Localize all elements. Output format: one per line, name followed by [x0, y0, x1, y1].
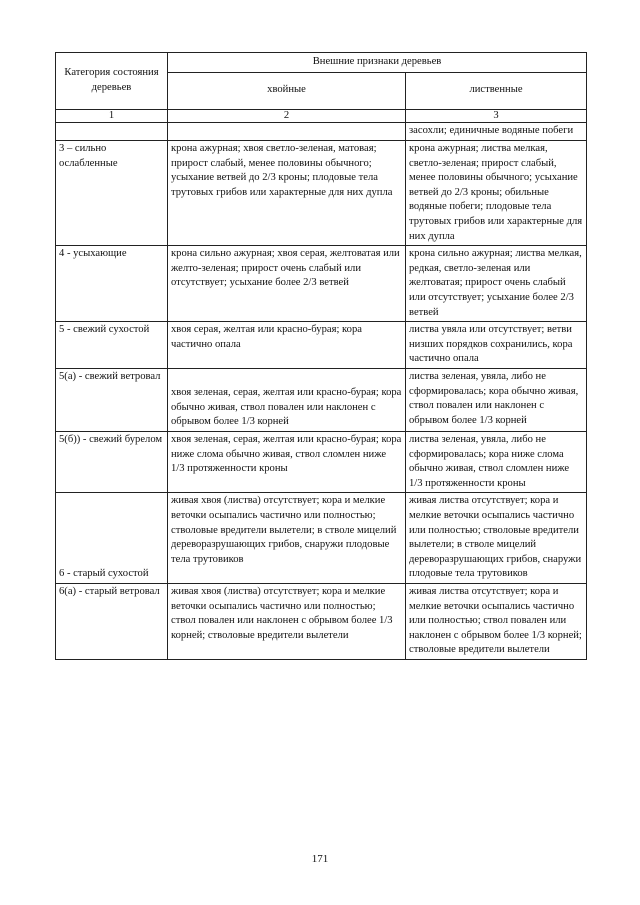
deciduous-cell: листва увяла или отсутствует; ветви низших порядков сохранились, кора частично опала	[406, 322, 587, 369]
coniferous-cell	[168, 123, 406, 141]
tree-condition-table	[55, 52, 587, 660]
category-cell: 5 - свежий сухостой	[56, 322, 168, 369]
header-deciduous: лиственные	[406, 72, 587, 109]
category-cell	[56, 123, 168, 141]
deciduous-cell: крона ажурная; листва мелкая, светло-зеленая; прирост слабый, менее половины обычного; усыхание ветвей до 2/3 кроны; обильные водяные побеги; плодовые тела трутовых грибов или характерные для них дупла	[406, 140, 587, 245]
deciduous-cell: засохли; единичные водяные побеги	[406, 123, 587, 141]
page-number: 171	[311, 853, 329, 865]
coniferous-cell: хвоя зеленая, серая, желтая или красно-бурая; кора ниже слома обычно живая, ствол сломлен ниже 1/3 протяженности кроны	[168, 431, 406, 492]
table-row	[56, 431, 587, 492]
table-row	[56, 583, 587, 659]
header-coniferous: хвойные	[168, 72, 406, 109]
column-number: 1	[56, 109, 168, 123]
table-row	[56, 493, 587, 584]
table-row	[56, 246, 587, 322]
category-cell: 6 - старый сухостой	[56, 493, 168, 584]
deciduous-cell: крона сильно ажурная; листва мелкая, редкая, светло-зеленая или желтоватая; прирост очень слабый или отсутствует; усыхание более 2/3 ветвей	[406, 246, 587, 322]
table-row	[56, 369, 587, 432]
coniferous-cell: хвоя серая, желтая или красно-бурая; кора частично опала	[168, 322, 406, 369]
category-cell: 3 – сильно ослабленные	[56, 140, 168, 245]
table-row	[56, 123, 587, 141]
deciduous-cell: листва зеленая, увяла, либо не сформировалась; кора ниже слома обычно живая, ствол сломлен ниже 1/3 протяженности кроны	[406, 431, 587, 492]
coniferous-cell: живая хвоя (листва) отсутствует; кора и мелкие веточки осыпались частично или полностью; стволовые вредители вылетели; в стволе мицелий дереворазрушающих грибов, снаружи плодовые тела трутовиков	[168, 493, 406, 584]
deciduous-cell: живая листва отсутствует; кора и мелкие веточки осыпались частично или полностью; стволовые вредители вылетели; в стволе мицелий дереворазрушающих грибов, снаружи плодовые тела трутовиков	[406, 493, 587, 584]
category-cell: 5(б)) - свежий бурелом	[56, 431, 168, 492]
deciduous-cell: живая листва отсутствует; кора и мелкие веточки осыпались частично или полностью; ствол повален или наклонен с обрывом более 1/3 корней; стволовые вредители вылетели	[406, 583, 587, 659]
coniferous-cell: хвоя зеленая, серая, желтая или красно-бурая; кора обычно живая, ствол повален или наклонен с обрывом более 1/3 корней	[168, 369, 406, 432]
coniferous-cell: крона сильно ажурная; хвоя серая, желтоватая или желто-зеленая; прирост очень слабый или отсутствует; усыхание более 2/3 ветвей	[168, 246, 406, 322]
table-row	[56, 322, 587, 369]
category-cell: 5(а) - свежий ветровал	[56, 369, 168, 432]
category-cell: 4 - усыхающие	[56, 246, 168, 322]
coniferous-cell: крона ажурная; хвоя светло-зеленая, матовая; прирост слабый, менее половины обычного; усыхание ветвей до 2/3 кроны; плодовые тела трутовых грибов или характерные для них дупла	[168, 140, 406, 245]
coniferous-cell: живая хвоя (листва) отсутствует; кора и мелкие веточки осыпались частично или полностью; ствол повален или наклонен с обрывом более 1/3 корней; стволовые вредители вылетели	[168, 583, 406, 659]
column-number: 2	[168, 109, 406, 123]
deciduous-cell: листва зеленая, увяла, либо не сформировалась; кора обычно живая, ствол повален или наклонен с обрывом более 1/3 корней	[406, 369, 587, 432]
header-category: Категория состояния деревьев	[56, 53, 168, 110]
header-external-signs: Внешние признаки деревьев	[168, 53, 587, 73]
column-number: 3	[406, 109, 587, 123]
category-cell: 6(а) - старый ветровал	[56, 583, 168, 659]
table-row	[56, 140, 587, 245]
